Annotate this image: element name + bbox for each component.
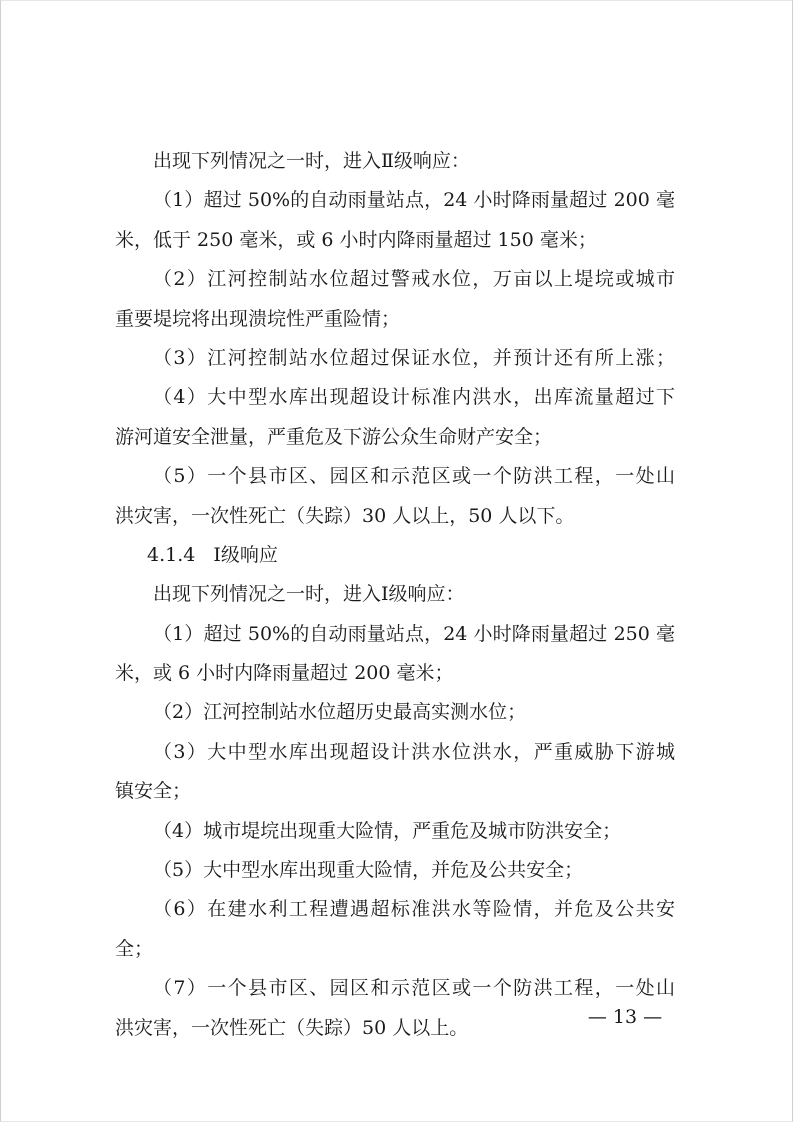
paragraph-intro-level-1: 出现下列情况之一时，进入Ⅰ级响应：	[153, 583, 465, 606]
paragraph-intro-level-2: 出现下列情况之一时，进入Ⅱ级响应：	[153, 150, 470, 172]
paragraph-line: 米，低于 250 毫米，或 6 小时内降雨量超过 150 毫米；	[115, 228, 597, 251]
paragraph-line: （4）大中型水库出现超设计标准内洪水，出库流量超过下	[153, 386, 675, 409]
paragraph-line: （1）超过 50%的自动雨量站点，24 小时降雨量超过 250 毫	[153, 622, 675, 645]
section-title: Ⅰ级响应	[213, 543, 278, 566]
section-number: 4.1.4	[147, 543, 196, 566]
paragraph-line: （5）大中型水库出现重大险情，并危及公共安全；	[153, 859, 584, 882]
paragraph-line: （6）在建水利工程遭遇超标准洪水等险情，并危及公共安	[153, 898, 675, 921]
paragraph-line: （3）江河控制站水位超过保证水位，并预计还有所上涨；	[153, 346, 675, 369]
paragraph-line: 重要堤垸将出现溃垸性严重险情；	[115, 307, 401, 330]
page-number: — 13 —	[587, 1006, 663, 1028]
paragraph-line: （3）大中型水库出现超设计洪水位洪水，严重威胁下游城	[153, 740, 675, 763]
paragraph-line: 洪灾害，一次性死亡（失踪）30 人以上，50 人以下。	[115, 504, 575, 527]
paragraph-line: 游河道安全泄量，严重危及下游公众生命财产安全；	[115, 425, 553, 448]
paragraph-line: （1）超过 50%的自动雨量站点，24 小时降雨量超过 200 毫	[153, 189, 675, 212]
paragraph-line: 镇安全；	[115, 780, 192, 803]
paragraph-line: （4）城市堤垸出现重大险情，严重危及城市防洪安全；	[153, 819, 622, 842]
paragraph-line: 全；	[115, 937, 154, 960]
paragraph-line: （2）江河控制站水位超过警戒水位，万亩以上堤垸或城市	[153, 268, 675, 291]
paragraph-line: （2）江河控制站水位超历史最高实测水位；	[153, 701, 527, 724]
section-heading	[115, 542, 675, 581]
paragraph-line: （7）一个县市区、园区和示范区或一个防洪工程，一处山	[153, 977, 675, 1000]
document-body	[115, 148, 675, 1054]
paragraph-line: 米，或 6 小时内降雨量超过 200 毫米；	[115, 662, 454, 685]
paragraph-line: （5）一个县市区、园区和示范区或一个防洪工程，一处山	[153, 465, 675, 488]
paragraph-line: 洪灾害，一次性死亡（失踪）50 人以上。	[115, 1016, 469, 1039]
